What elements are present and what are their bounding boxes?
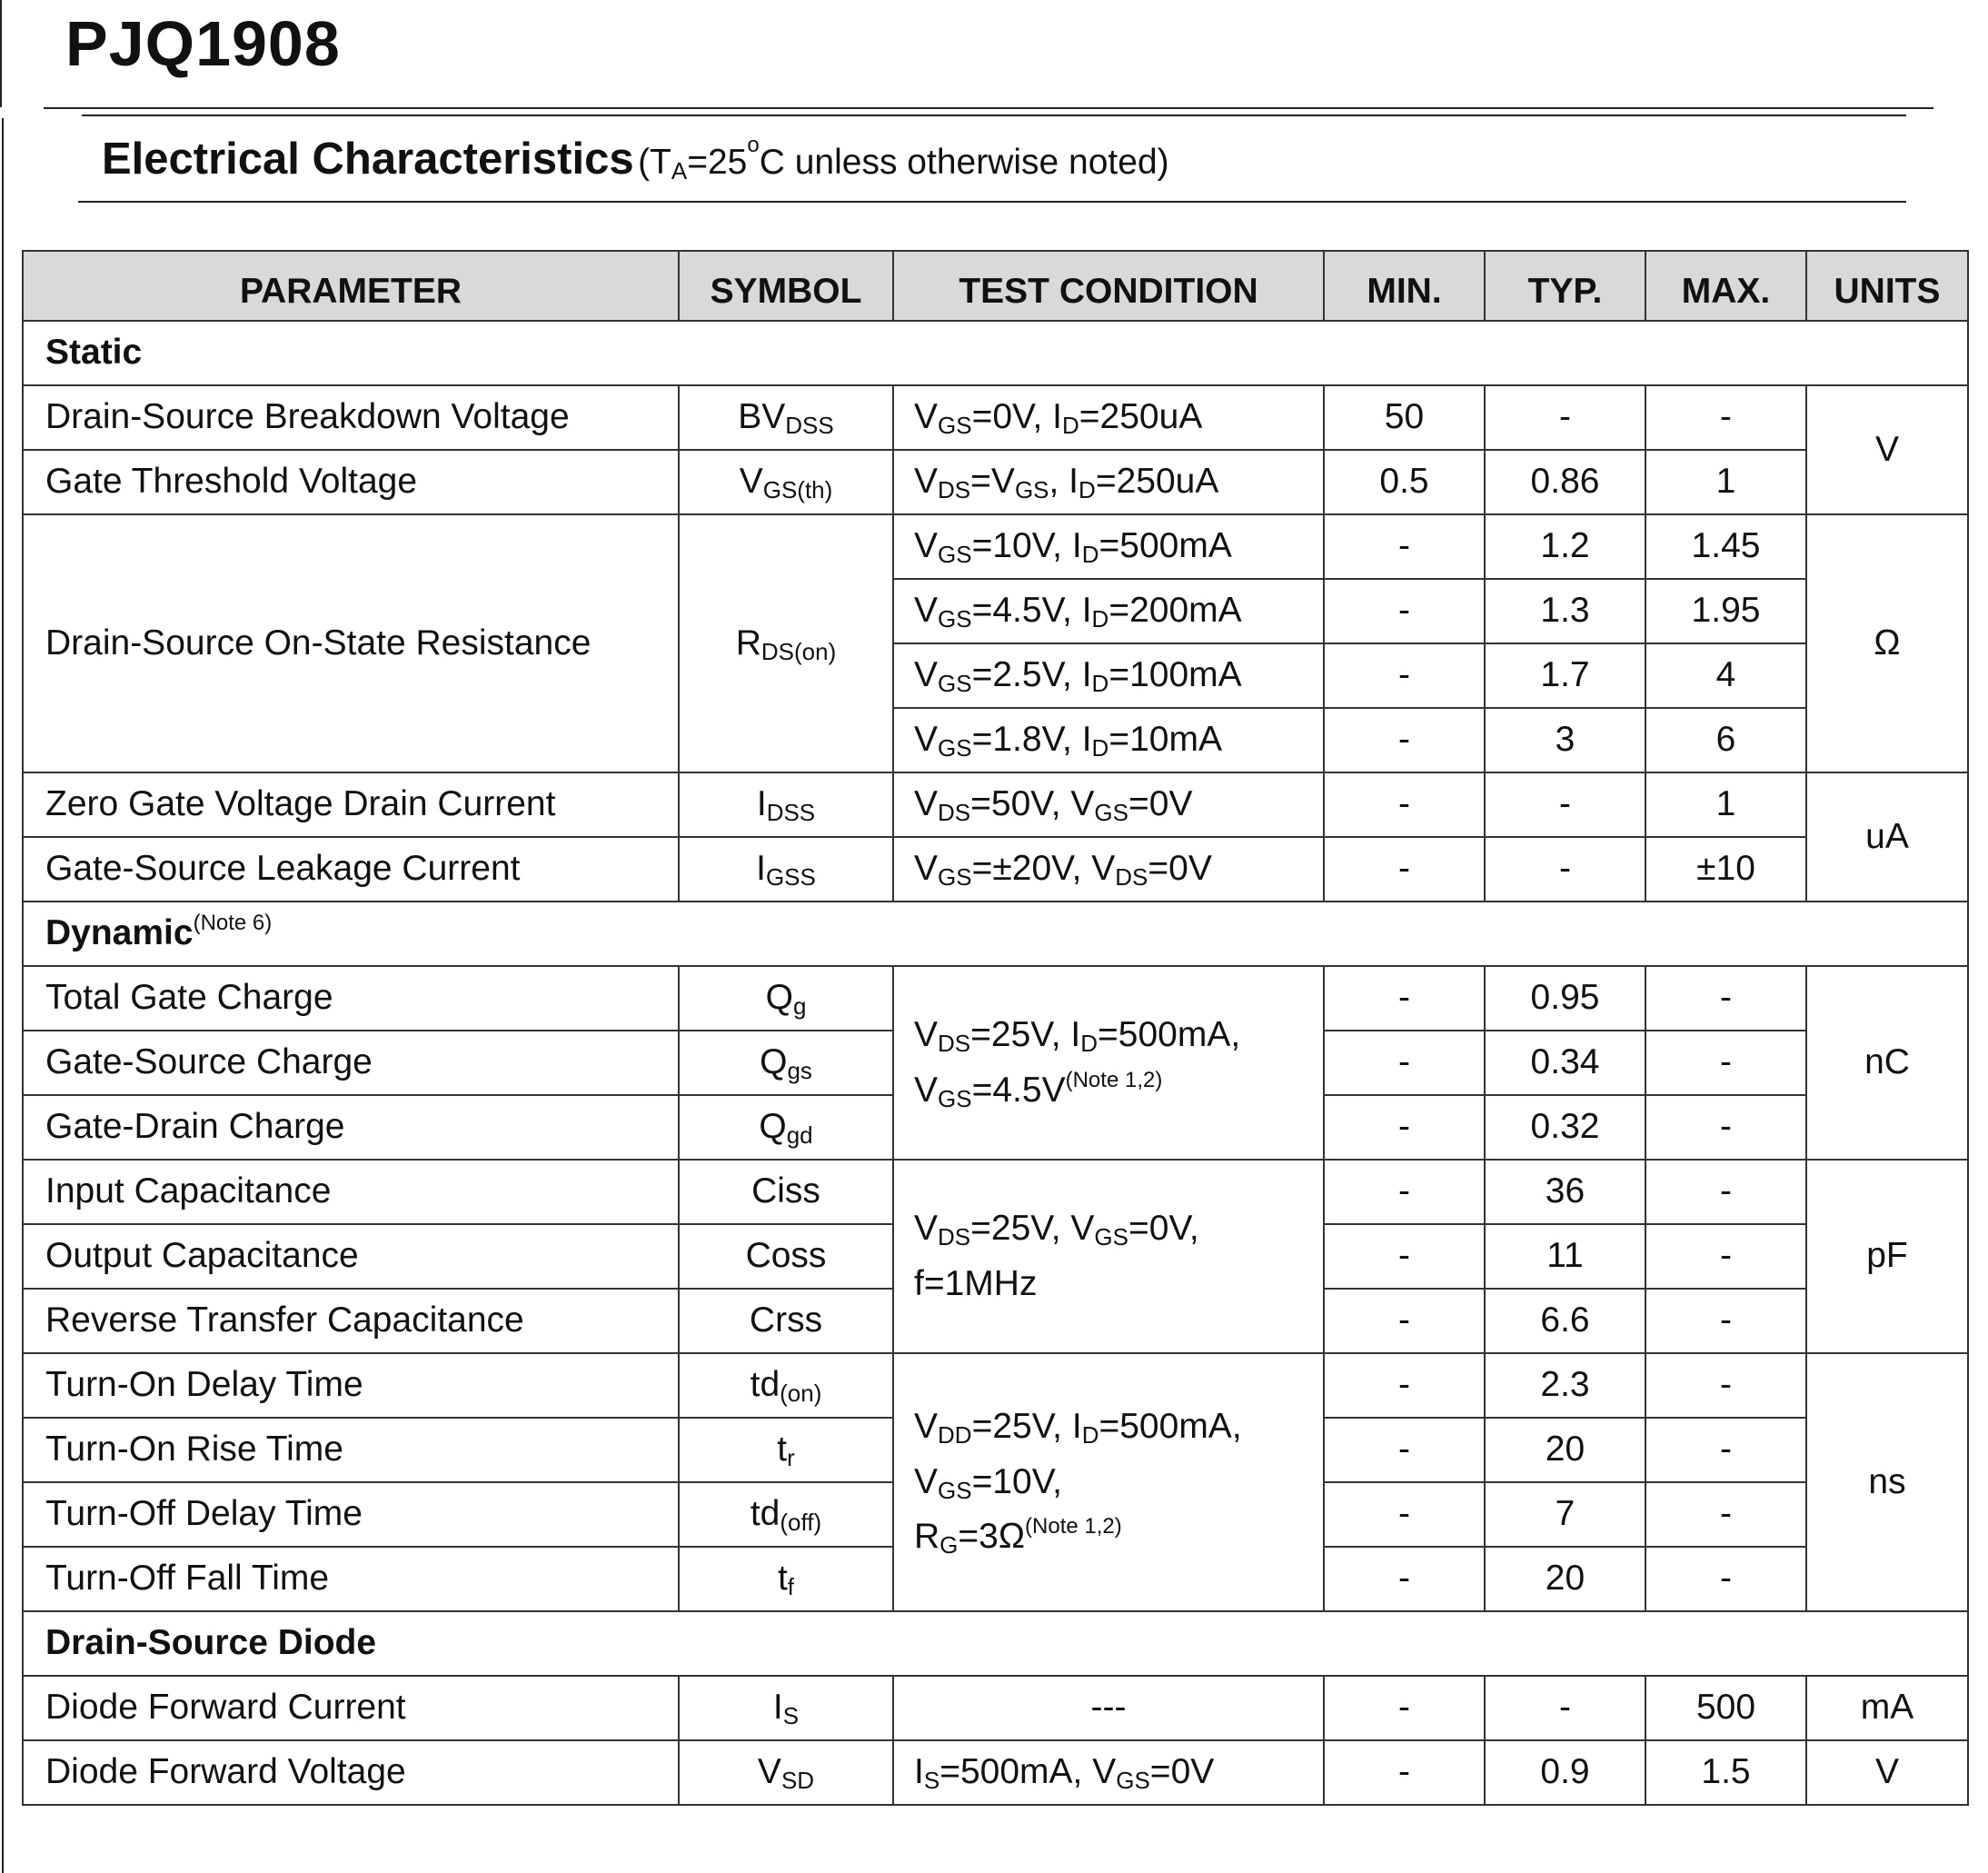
symbol-cell: td(off): [679, 1482, 893, 1547]
min-cell: -: [1324, 1160, 1485, 1224]
max-cell: -: [1645, 1095, 1806, 1160]
max-cell: ±10: [1645, 837, 1806, 902]
typ-cell: 20: [1485, 1547, 1645, 1611]
header-test-condition: TEST CONDITION: [893, 251, 1324, 321]
min-cell: -: [1324, 772, 1485, 837]
param-cell: Diode Forward Voltage: [23, 1740, 679, 1805]
min-cell: -: [1324, 1353, 1485, 1418]
min-cell: -: [1324, 1740, 1485, 1805]
symbol-cell: Qgs: [679, 1031, 893, 1095]
param-cell: Turn-On Delay Time: [23, 1353, 679, 1418]
header-symbol: SYMBOL: [679, 251, 893, 321]
typ-cell: -: [1485, 837, 1645, 902]
units-cell: Ω: [1806, 514, 1968, 772]
section-title: [102, 133, 1169, 185]
param-cell: Gate-Source Charge: [23, 1031, 679, 1095]
table-row: [23, 772, 1968, 837]
max-cell: 1.95: [1645, 579, 1806, 643]
param-cell: Zero Gate Voltage Drain Current: [23, 772, 679, 837]
condition-cell: VGS=2.5V, ID=100mA: [893, 643, 1324, 708]
param-cell: Input Capacitance: [23, 1160, 679, 1224]
section-label-diode: Drain-Source Diode: [23, 1611, 1968, 1676]
table-row: [23, 1160, 1968, 1224]
condition-cell: VGS=10V, ID=500mA: [893, 514, 1324, 579]
table-row: [23, 514, 1968, 579]
min-cell: -: [1324, 708, 1485, 772]
typ-cell: 1.2: [1485, 514, 1645, 579]
param-cell: Turn-Off Delay Time: [23, 1482, 679, 1547]
max-cell: 4: [1645, 643, 1806, 708]
typ-cell: 3: [1485, 708, 1645, 772]
symbol-cell: VGS(th): [679, 450, 893, 514]
param-cell: Drain-Source On-State Resistance: [23, 514, 679, 772]
section-row-dynamic: [23, 902, 1968, 966]
max-cell: 1: [1645, 772, 1806, 837]
table-row: [23, 966, 1968, 1031]
condition-cell: VDS=25V, VGS=0V, f=1MHz: [893, 1160, 1324, 1353]
header-parameter: PARAMETER: [23, 251, 679, 321]
section-label-static: Static: [23, 321, 1968, 385]
units-cell: nC: [1806, 966, 1968, 1160]
min-cell: -: [1324, 579, 1485, 643]
table-row: [23, 1740, 1968, 1805]
units-cell: V: [1806, 385, 1968, 514]
param-cell: Gate Threshold Voltage: [23, 450, 679, 514]
min-cell: -: [1324, 1547, 1485, 1611]
param-cell: Turn-On Rise Time: [23, 1418, 679, 1482]
table-row: [23, 1676, 1968, 1740]
condition-cell: VDS=25V, ID=500mA, $VGS=4.5V^{(Note 1,2)}$: [893, 966, 1324, 1160]
symbol-cell: BVDSS: [679, 385, 893, 450]
min-cell: -: [1324, 514, 1485, 579]
table-row: [23, 385, 1968, 450]
units-cell: mA: [1806, 1676, 1968, 1740]
symbol-cell: IGSS: [679, 837, 893, 902]
param-cell: Gate-Source Leakage Current: [23, 837, 679, 902]
units-cell: ns: [1806, 1353, 1968, 1611]
typ-cell: 0.32: [1485, 1095, 1645, 1160]
max-cell: 6: [1645, 708, 1806, 772]
param-cell: Gate-Drain Charge: [23, 1095, 679, 1160]
header-units: UNITS: [1806, 251, 1968, 321]
table-row: [23, 450, 1968, 514]
min-cell: -: [1324, 837, 1485, 902]
min-cell: -: [1324, 1095, 1485, 1160]
min-cell: 0.5: [1324, 450, 1485, 514]
symbol-cell: td(on): [679, 1353, 893, 1418]
max-cell: -: [1645, 1031, 1806, 1095]
typ-cell: 7: [1485, 1482, 1645, 1547]
section-title-main: Electrical Characteristics: [102, 134, 634, 184]
typ-cell: 2.3: [1485, 1353, 1645, 1418]
min-cell: -: [1324, 1031, 1485, 1095]
condition-cell: ---: [893, 1676, 1324, 1740]
condition-cell: VDS=VGS, ID=250uA: [893, 450, 1324, 514]
min-cell: -: [1324, 1482, 1485, 1547]
section-title-note: ($T_A=25^oC$ unless otherwise noted): [638, 133, 1169, 184]
max-cell: -: [1645, 1224, 1806, 1289]
left-margin-line-lower: [2, 118, 4, 1873]
typ-cell: 1.7: [1485, 643, 1645, 708]
symbol-cell: Qgd: [679, 1095, 893, 1160]
condition-cell: VGS=1.8V, ID=10mA: [893, 708, 1324, 772]
symbol-cell: tf: [679, 1547, 893, 1611]
symbol-cell: Qg: [679, 966, 893, 1031]
units-cell: uA: [1806, 772, 1968, 902]
left-margin-line: [0, 0, 2, 107]
symbol-cell: VSD: [679, 1740, 893, 1805]
section-row-diode: [23, 1611, 1968, 1676]
min-cell: -: [1324, 966, 1485, 1031]
min-cell: -: [1324, 1418, 1485, 1482]
max-cell: 500: [1645, 1676, 1806, 1740]
typ-cell: 6.6: [1485, 1289, 1645, 1353]
typ-cell: 0.9: [1485, 1740, 1645, 1805]
typ-cell: 0.95: [1485, 966, 1645, 1031]
typ-cell: 20: [1485, 1418, 1645, 1482]
param-cell: Total Gate Charge: [23, 966, 679, 1031]
max-cell: -: [1645, 1547, 1806, 1611]
min-cell: -: [1324, 643, 1485, 708]
typ-cell: 0.34: [1485, 1031, 1645, 1095]
param-cell: Diode Forward Current: [23, 1676, 679, 1740]
units-cell: pF: [1806, 1160, 1968, 1353]
max-cell: 1: [1645, 450, 1806, 514]
condition-cell: VDS=50V, VGS=0V: [893, 772, 1324, 837]
max-cell: -: [1645, 1160, 1806, 1224]
condition-cell: VGS=0V, ID=250uA: [893, 385, 1324, 450]
condition-cell: VGS=4.5V, ID=200mA: [893, 579, 1324, 643]
min-cell: -: [1324, 1224, 1485, 1289]
condition-cell: VGS=±20V, VDS=0V: [893, 837, 1324, 902]
min-cell: -: [1324, 1676, 1485, 1740]
header-typ: TYP.: [1485, 251, 1645, 321]
part-number: PJQ1908: [65, 8, 341, 79]
symbol-cell: Coss: [679, 1224, 893, 1289]
typ-cell: -: [1485, 385, 1645, 450]
electrical-characteristics-table: [22, 250, 1969, 1806]
section-row-static: [23, 321, 1968, 385]
param-cell: Turn-Off Fall Time: [23, 1547, 679, 1611]
condition-cell: VDD=25V, ID=500mA, VGS=10V, $RG=3\Omega^{(Note 1,2)}$: [893, 1353, 1324, 1611]
max-cell: -: [1645, 966, 1806, 1031]
header-min: MIN.: [1324, 251, 1485, 321]
min-cell: 50: [1324, 385, 1485, 450]
typ-cell: 36: [1485, 1160, 1645, 1224]
max-cell: -: [1645, 1482, 1806, 1547]
table-header-row: [23, 251, 1968, 321]
symbol-cell: Ciss: [679, 1160, 893, 1224]
header-max: MAX.: [1645, 251, 1806, 321]
max-cell: -: [1645, 385, 1806, 450]
symbol-cell: IS: [679, 1676, 893, 1740]
table-row: [23, 1353, 1968, 1418]
typ-cell: 11: [1485, 1224, 1645, 1289]
typ-cell: 0.86: [1485, 450, 1645, 514]
typ-cell: -: [1485, 1676, 1645, 1740]
symbol-cell: RDS(on): [679, 514, 893, 772]
param-cell: Drain-Source Breakdown Voltage: [23, 385, 679, 450]
typ-cell: -: [1485, 772, 1645, 837]
units-cell: V: [1806, 1740, 1968, 1805]
max-cell: -: [1645, 1418, 1806, 1482]
param-cell: Reverse Transfer Capacitance: [23, 1289, 679, 1353]
param-cell: Output Capacitance: [23, 1224, 679, 1289]
symbol-cell: Crss: [679, 1289, 893, 1353]
table-row: [23, 837, 1968, 902]
max-cell: -: [1645, 1289, 1806, 1353]
min-cell: -: [1324, 1289, 1485, 1353]
title-bottom-rule: [78, 201, 1906, 203]
header-rule: [44, 107, 1933, 109]
symbol-cell: IDSS: [679, 772, 893, 837]
typ-cell: 1.3: [1485, 579, 1645, 643]
max-cell: 1.45: [1645, 514, 1806, 579]
symbol-cell: tr: [679, 1418, 893, 1482]
max-cell: -: [1645, 1353, 1806, 1418]
section-label-dynamic: Dynamic$^{(Note 6)}$: [23, 902, 1968, 966]
title-top-rule: [82, 115, 1906, 116]
max-cell: 1.5: [1645, 1740, 1806, 1805]
condition-cell: IS=500mA, VGS=0V: [893, 1740, 1324, 1805]
